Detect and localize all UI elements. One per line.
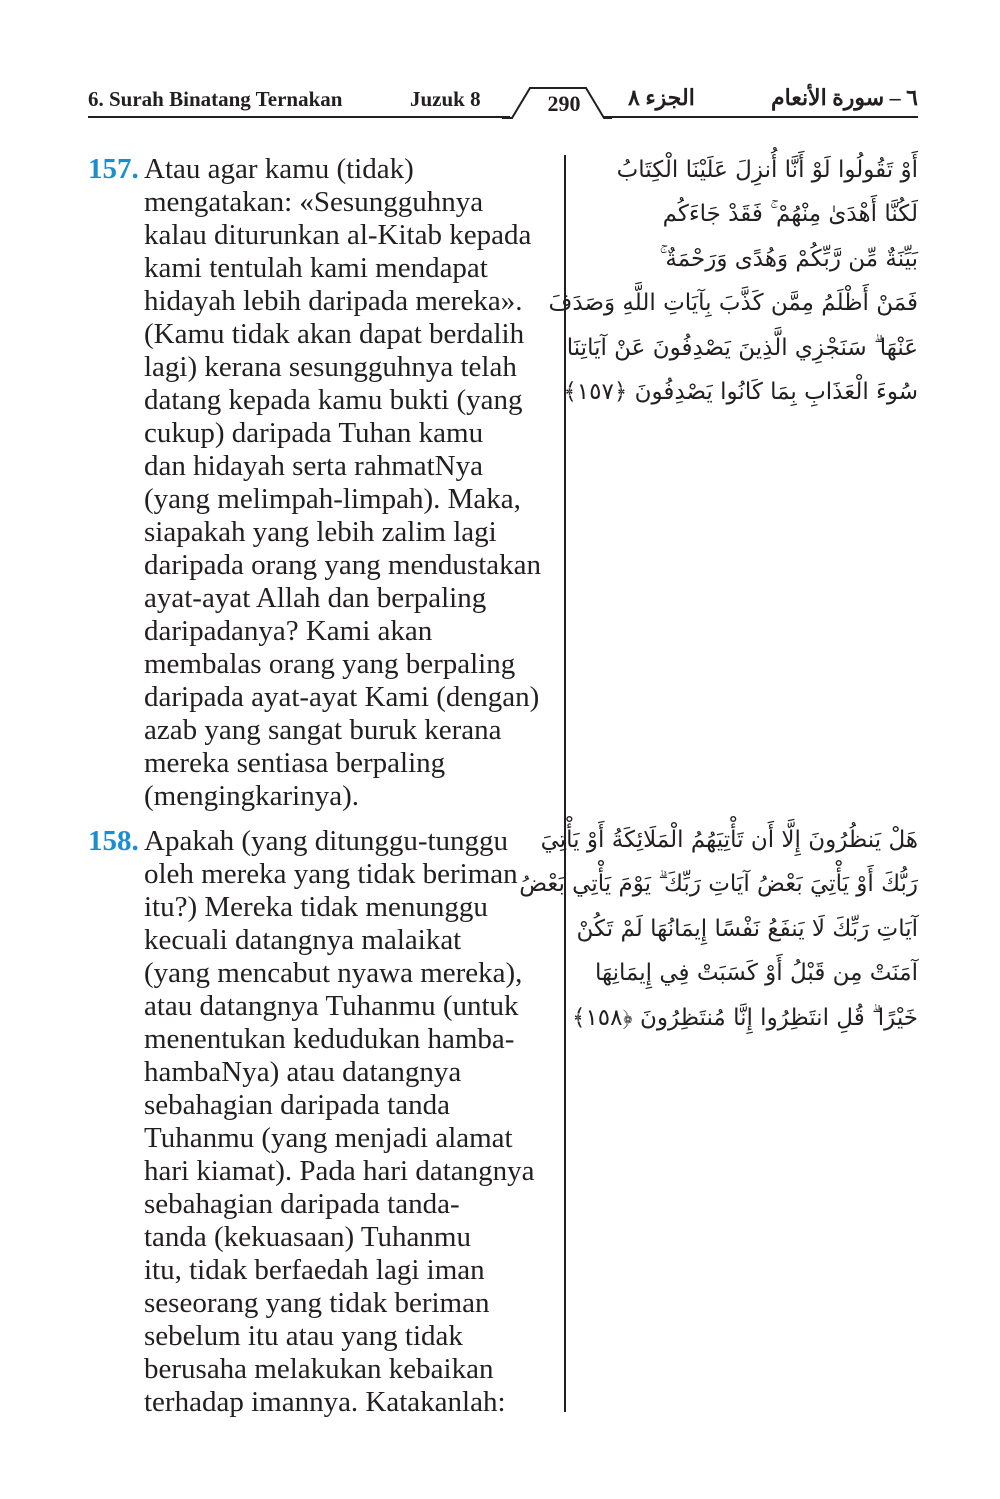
verse-number: 158. <box>88 825 139 857</box>
arabic-line: آيَاتِ رَبِّكَ لَا يَنفَعُ نَفْسًا إِيمَانُهَا لَمْ تَكُنْ <box>576 915 918 942</box>
arabic-line: هَلْ يَنظُرُونَ إِلَّا أَن تَأْتِيَهُمُ الْمَلَائِكَةُ أَوْ يَأْتِيَ <box>540 827 918 853</box>
column-divider <box>564 155 566 1412</box>
juz-label-arabic: الجزء ٨ <box>628 85 695 110</box>
verse-157-arabic <box>548 148 918 414</box>
arabic-line: سُوءَ الْعَذَابِ بِمَا كَانُوا يَصْدِفُونَ ﴿١٥٧﴾ <box>563 379 918 406</box>
header-rule-right <box>603 116 918 118</box>
arabic-line: بَيِّنَةٌ مِّن رَّبِّكُمْ وَهُدًى وَرَحْمَةٌ ۚ <box>659 245 918 272</box>
juzuk-label-latin: Juzuk 8 <box>410 87 481 111</box>
arabic-line: خَيْرًا ۗ قُلِ انتَظِرُوا إِنَّا مُنتَظِرُونَ ﴿١٥٨﴾ <box>571 1004 918 1031</box>
page-header <box>88 85 918 119</box>
surah-title-latin: 6. Surah Binatang Ternakan <box>88 87 343 111</box>
arabic-line: لَكُنَّا أَهْدَىٰ مِنْهُمْ ۚ فَقَدْ جَاءَكُم <box>662 201 918 228</box>
surah-title-arabic: ٦ – سورة الأنعام <box>771 85 918 110</box>
arabic-line: رَبُّكَ أَوْ يَأْتِيَ بَعْضُ آيَاتِ رَبِّكَ ۗ يَوْمَ يَأْتِي بَعْضُ <box>519 871 918 898</box>
header-rule-left <box>88 116 510 118</box>
verse-text: Atau agar kamu (tidak) mengatakan: «Sesungguhnya kalau diturunkan al-Kitab kepada kami tentulah kami mendapat hidayah lebih daripada mereka». (Kamu tidak akan dapat berdalih lagi) kerana sesungguhnya telah datang kepada kamu bukti (yang cukup) daripada Tuhan kamu dan hidayah serta rahmatNya (yang melimpah-limpah). Maka, siapakah yang lebih zalim lagi daripada orang yang mendustakan ayat-ayat Allah dan berpaling daripadanya? Kami akan membalas orang yang berpaling daripada ayat-ayat Kami (dengan) azab yang sangat buruk kerana mereka sentiasa berpaling (mengingkarinya). <box>144 153 541 812</box>
verse-158-arabic <box>519 818 918 1040</box>
verse-157-translation <box>88 153 564 823</box>
arabic-line: آمَنَتْ مِن قَبْلُ أَوْ كَسَبَتْ فِي إِيمَانِهَا <box>594 960 918 987</box>
arabic-line: أَوْ تَقُولُوا لَوْ أَنَّا أُنزِلَ عَلَيْنَا الْكِتَابُ <box>616 157 918 183</box>
verse-text: Apakah (yang ditunggu-tunggu oleh mereka yang tidak beriman itu?) Mereka tidak menunggu kecuali datangnya malaikat (yang mencabut nyawa mereka), atau datangnya Tuhanmu (untuk menentukan kedudukan hamba- hambaNya) atau datangnya sebahagian daripada tanda Tuhanmu (yang menjadi alamat hari kiamat). Pada hari datangnya sebahagian daripada tanda- tanda (kekuasaan) Tuhanmu itu, tidak berfaedah lagi iman seseorang yang tidak beriman sebelum itu atau yang tidak berusaha melakukan kebaikan terhadap imannya. Katakanlah: <box>144 825 535 1418</box>
page-number: 290 <box>547 91 581 116</box>
arabic-line: فَمَنْ أَظْلَمُ مِمَّن كَذَّبَ بِآيَاتِ اللَّهِ وَصَدَفَ <box>548 290 918 317</box>
verse-158-translation <box>88 825 564 1425</box>
arabic-line: عَنْهَا ۗ سَنَجْزِي الَّذِينَ يَصْدِفُونَ عَنْ آيَاتِنَا <box>566 334 918 361</box>
verse-number: 157. <box>88 153 139 185</box>
